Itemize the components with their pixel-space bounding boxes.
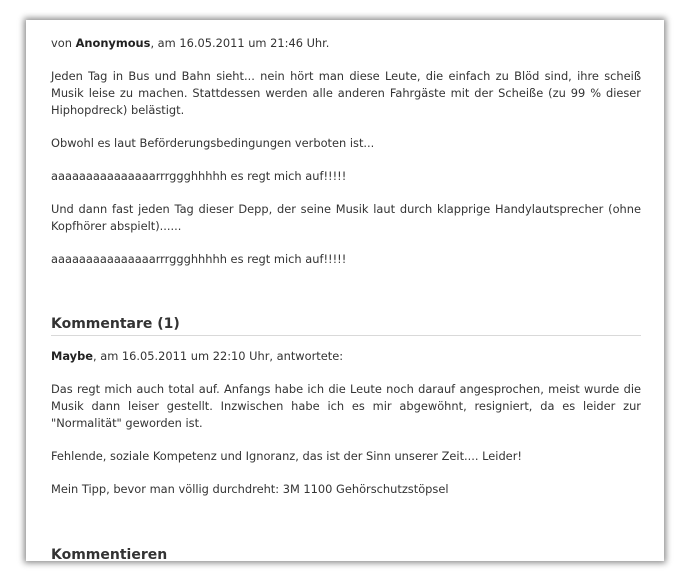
comments-heading: Kommentare (1) bbox=[51, 315, 641, 336]
comment-paragraph: Das regt mich auch total auf. Anfangs habe ich die Leute noch darauf angesprochen, meist wurde die Musik dann leiser gestellt. Inzwischen habe ich es mir abgewöhnt, resigniert, da es leider zur "Normalität" geworden ist. bbox=[51, 382, 641, 430]
post-paragraph: Obwohl es laut Beförderungsbedingungen verboten ist... bbox=[51, 136, 375, 150]
post-paragraph: aaaaaaaaaaaaaaarrrggghhhhh es regt mich auf!!!!! bbox=[51, 252, 347, 266]
comment-author: Maybe bbox=[51, 349, 93, 363]
comment-paragraph: Mein Tipp, bevor man völlig durchdreht: 3M 1100 Gehörschutzstöpsel bbox=[51, 482, 449, 496]
post-author: Anonymous bbox=[75, 36, 151, 50]
next-section-heading: Kommentieren bbox=[51, 547, 168, 561]
comment-paragraph: Fehlende, soziale Kompetenz und Ignoranz, das ist der Sinn unserer Zeit.... Leider! bbox=[51, 449, 522, 463]
comment-meta: Maybe, am 16.05.2011 um 22:10 Uhr, antwortete: bbox=[51, 349, 344, 363]
post-paragraph: Jeden Tag in Bus und Bahn sieht... nein hört man diese Leute, die einfach zu Blöd sind, ihre scheiß Musik leise zu machen. Stattdessen werden alle anderen Fahrgäste mit der Scheiße (zu 99 % dieser Hiphopdreck) belästigt. bbox=[51, 69, 641, 117]
screenshot-frame bbox=[26, 20, 664, 561]
post-meta: von Anonymous, am 16.05.2011 um 21:46 Uhr. bbox=[51, 36, 330, 50]
post-content bbox=[51, 35, 641, 561]
post-paragraph: aaaaaaaaaaaaaaarrrggghhhhh es regt mich auf!!!!! bbox=[51, 169, 347, 183]
post-paragraph: Und dann fast jeden Tag dieser Depp, der seine Musik laut durch klapprige Handylautsprecher (ohne Kopfhörer abspielt)...... bbox=[51, 202, 641, 233]
